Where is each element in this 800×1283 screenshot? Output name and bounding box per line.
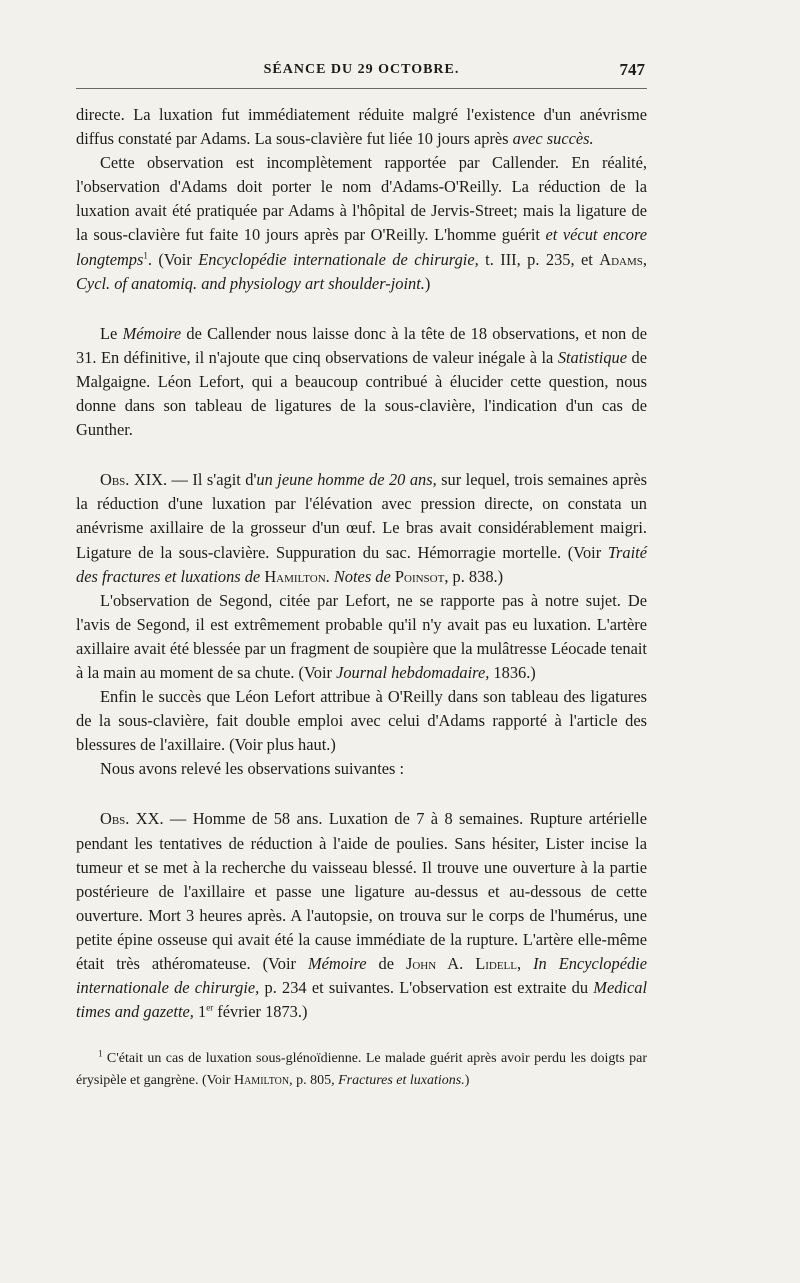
running-head: SÉANCE DU 29 OCTOBRE. (263, 62, 460, 77)
paragraph-continuation: directe. La luxation fut immédiatement réduite malgré l'existence d'un anévrisme diffus constaté par Adams. La sous-clavière fut liée 10 jours après avec succès. (76, 105, 647, 149)
observation-xx: Obs. XX. — Homme de 58 ans. Luxation de 7 à 8 semaines. Rupture artérielle pendant les tentatives de réduction à l'aide de poulies. Sans hésiter, Lister incise la tumeur et se met à la recherche du vaisseau blessé. Il trouve une ouverture à la partie postérieure de l'axillaire et passe une ligature au-dessus et au-dessous de cette ouverture. Mort 3 heures après. A l'autopsie, on trouva sur le corps de l'humérus, une petite épine osseuse qui avait été la cause immédiate de la rupture. L'artère elle-même était très athéromateuse. (Voir Mémoire de John A. Lidell, In Encyclopédie internationale de chirurgie, p. 234 et suivantes. L'observation est extraite du Medical times and gazette, 1er février 1873.) (76, 809, 647, 1022)
paragraph-intro-observations: Nous avons relevé les observations suivantes : (100, 759, 405, 779)
page-header (76, 58, 647, 89)
footnotes (76, 1048, 647, 1092)
paragraph-callender: Cette observation est incomplètement rapportée par Callender. En réalité, l'observation d'Adams doit porter le nom d'Adams-O'Reilly. La réduction de la luxation avait été pratiquée par Adams à l'hôpital de Jervis-Street; mais la ligature de la sous-clavière fut faite 10 jours après par O'Reilly. L'homme guérit et vécut encore longtemps$^1$. (Voir Encyclopédie internationale de chirurgie, t. III, p. 235, et Adams, Cycl. of anatomiq. and physiology art shoulder-joint.) (76, 153, 648, 293)
footnote-1: $^1$ C'était un cas de luxation sous-glénoïdienne. Le malade guérit après avoir perdu les doigts par érysipèle et gangrène. (Voir Hamilton, p. 805, Fractures et luxations.) (76, 1048, 647, 1089)
body-text (76, 103, 647, 1024)
paragraph-segond: L'observation de Segond, citée par Lefort, ne se rapporte pas à notre sujet. De l'avis de Segond, il est extrêmement probable qu'il n'y avait pas eu luxation. L'artère axillaire avait été blessée par un fragment de soupière que la mulâtresse Léocade tenait à la main au moment de sa chute. (Voir Journal hebdomadaire, 1836.) (76, 590, 647, 682)
paragraph-memoire: Le Mémoire de Callender nous laisse donc à la tête de 18 observations, et non de 31. En définitive, il n'ajoute que cinq observations de valeur inégale à la Statistique de Malgaigne. Léon Lefort, qui a beaucoup contribué à élucider cette question, nous donne dans son tableau de ligatures de la sous-clavière, l'indication d'un cas de Gunther. (76, 323, 647, 440)
page-number: 747 (619, 60, 645, 79)
observation-xix: Obs. XIX. — Il s'agit d'un jeune homme de 20 ans, sur lequel, trois semaines après la réduction d'une luxation par l'élévation avec pression directe, on constata un anévrisme axillaire de la grosseur d'un œuf. Le bras avait considérablement maigri. Ligature de la sous-clavière. Suppuration du sac. Hémorragie mortelle. (Voir Traité des fractures et luxations de Hamilton. Notes de Poinsot, p. 838.) (76, 470, 648, 586)
paragraph-lefort: Enfin le succès que Léon Lefort attribue à O'Reilly dans son tableau des ligatures de la sous-clavière, fait double emploi avec celui d'Adams rapporté à l'article des blessures de l'axillaire. (Voir plus haut.) (76, 687, 647, 755)
footnote-mark: 1 (98, 1048, 103, 1059)
footnote-ref: 1 (143, 250, 148, 261)
book-page (76, 58, 647, 1092)
